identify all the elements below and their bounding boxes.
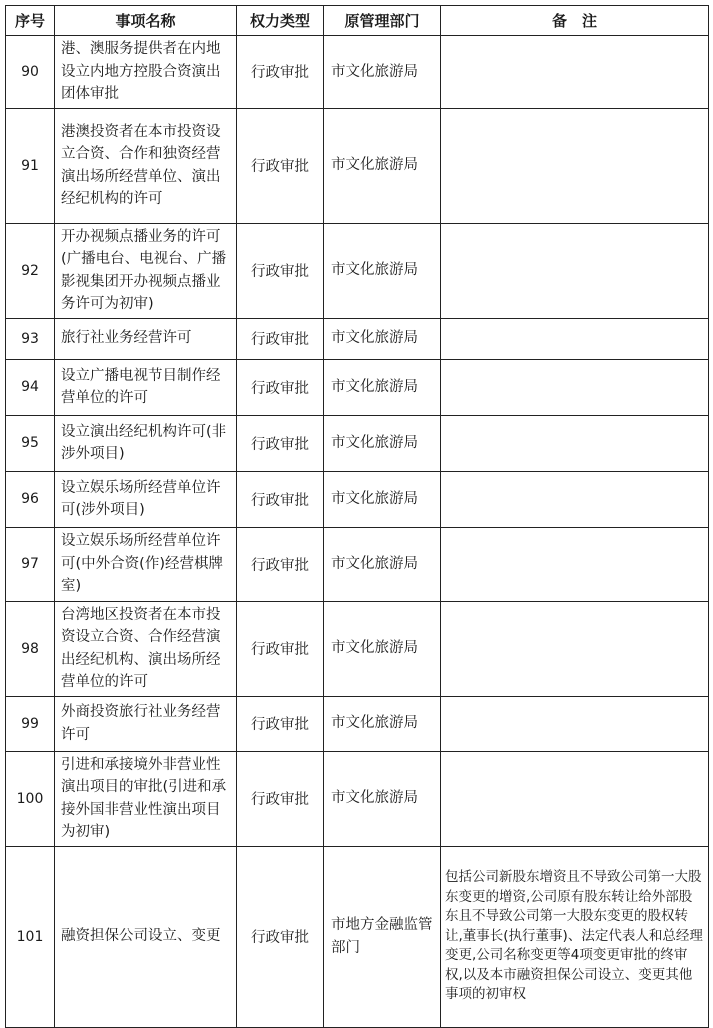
table-row — [6, 527, 709, 601]
item-name: 设立演出经纪机构许可(非涉外项目) — [55, 415, 237, 471]
power-type: 行政审批 — [237, 527, 324, 601]
power-type: 行政审批 — [237, 415, 324, 471]
row-number: 96 — [6, 471, 55, 527]
original-dept: 市文化旅游局 — [324, 696, 441, 751]
power-type: 行政审批 — [237, 471, 324, 527]
row-number: 99 — [6, 696, 55, 751]
remarks — [441, 318, 709, 359]
row-number: 94 — [6, 359, 55, 415]
row-number: 91 — [6, 108, 55, 223]
table-row — [6, 696, 709, 751]
original-dept: 市文化旅游局 — [324, 36, 441, 109]
item-name: 设立娱乐场所经营单位许可(中外合资(作)经营棋牌室) — [55, 527, 237, 601]
row-number: 93 — [6, 318, 55, 359]
power-type: 行政审批 — [237, 696, 324, 751]
item-name: 开办视频点播业务的许可(广播电台、电视台、广播影视集团开办视频点播业务许可为初审) — [55, 223, 237, 318]
original-dept: 市文化旅游局 — [324, 359, 441, 415]
remarks — [441, 527, 709, 601]
remarks — [441, 223, 709, 318]
remarks — [441, 108, 709, 223]
item-name: 设立广播电视节目制作经营单位的许可 — [55, 359, 237, 415]
table-header-row — [6, 6, 709, 36]
row-number: 95 — [6, 415, 55, 471]
power-type: 行政审批 — [237, 359, 324, 415]
original-dept: 市文化旅游局 — [324, 751, 441, 846]
original-dept: 市地方金融监管部门 — [324, 846, 441, 1027]
table-row — [6, 108, 709, 223]
row-number: 92 — [6, 223, 55, 318]
item-name: 外商投资旅行社业务经营许可 — [55, 696, 237, 751]
table-row — [6, 359, 709, 415]
power-type: 行政审批 — [237, 601, 324, 696]
item-name: 设立娱乐场所经营单位许可(涉外项目) — [55, 471, 237, 527]
original-dept: 市文化旅游局 — [324, 108, 441, 223]
power-type: 行政审批 — [237, 318, 324, 359]
table-row — [6, 318, 709, 359]
original-dept: 市文化旅游局 — [324, 318, 441, 359]
original-dept: 市文化旅游局 — [324, 223, 441, 318]
remarks: 包括公司新股东增资且不导致公司第一大股东变更的增资,公司原有股东转让给外部股东且不导致公司第一大股东变更的股权转让,董事长(执行董事)、法定代表人和总经理变更,公司名称变更等4项变更审批的终审权,以及本市融资担保公司设立、变更其他事项的初审权 — [441, 846, 709, 1027]
header-note: 备 注 — [441, 6, 709, 36]
item-name: 旅行社业务经营许可 — [55, 318, 237, 359]
remarks — [441, 601, 709, 696]
table-row — [6, 415, 709, 471]
item-name: 融资担保公司设立、变更 — [55, 846, 237, 1027]
table-row — [6, 223, 709, 318]
remarks — [441, 696, 709, 751]
table-row — [6, 601, 709, 696]
row-number: 90 — [6, 36, 55, 109]
header-type: 权力类型 — [237, 6, 324, 36]
power-type: 行政审批 — [237, 108, 324, 223]
table-row — [6, 846, 709, 1027]
remarks — [441, 359, 709, 415]
item-name: 港澳投资者在本市投资设立合资、合作和独资经营演出场所经营单位、演出经纪机构的许可 — [55, 108, 237, 223]
table-row — [6, 471, 709, 527]
table-row — [6, 36, 709, 109]
item-name: 台湾地区投资者在本市投资设立合资、合作经营演出经纪机构、演出场所经营单位的许可 — [55, 601, 237, 696]
row-number: 97 — [6, 527, 55, 601]
header-no: 序号 — [6, 6, 55, 36]
power-type: 行政审批 — [237, 846, 324, 1027]
header-name: 事项名称 — [55, 6, 237, 36]
original-dept: 市文化旅游局 — [324, 601, 441, 696]
original-dept: 市文化旅游局 — [324, 471, 441, 527]
remarks — [441, 415, 709, 471]
remarks — [441, 36, 709, 109]
power-type: 行政审批 — [237, 36, 324, 109]
row-number: 100 — [6, 751, 55, 846]
remarks — [441, 471, 709, 527]
header-dept: 原管理部门 — [324, 6, 441, 36]
original-dept: 市文化旅游局 — [324, 527, 441, 601]
approval-items-table — [5, 5, 709, 1028]
item-name: 港、澳服务提供者在内地设立内地方控股合资演出团体审批 — [55, 36, 237, 109]
item-name: 引进和承接境外非营业性演出项目的审批(引进和承接外国非营业性演出项目为初审) — [55, 751, 237, 846]
power-type: 行政审批 — [237, 751, 324, 846]
table-row — [6, 751, 709, 846]
original-dept: 市文化旅游局 — [324, 415, 441, 471]
row-number: 98 — [6, 601, 55, 696]
power-type: 行政审批 — [237, 223, 324, 318]
remarks — [441, 751, 709, 846]
row-number: 101 — [6, 846, 55, 1027]
